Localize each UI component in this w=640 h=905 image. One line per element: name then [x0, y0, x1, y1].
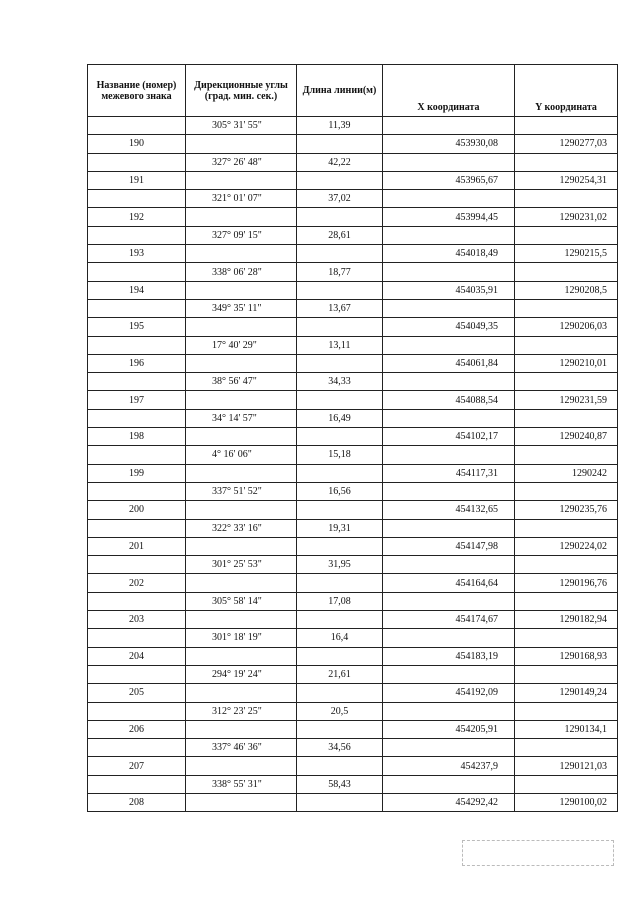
- cell-angle: 301° 25' 53": [186, 556, 297, 574]
- header-x: Х координата: [383, 65, 515, 117]
- cell-y: 1290134,1: [515, 720, 618, 738]
- cell-name: [88, 263, 186, 281]
- table-row: [88, 702, 618, 720]
- cell-x: [383, 190, 515, 208]
- cell-x: [383, 373, 515, 391]
- cell-y: [515, 263, 618, 281]
- cell-y: 1290196,76: [515, 574, 618, 592]
- cell-name: [88, 665, 186, 683]
- cell-length: [297, 757, 383, 775]
- cell-x: 454183,19: [383, 647, 515, 665]
- cell-x: 454192,09: [383, 684, 515, 702]
- cell-length: 15,18: [297, 446, 383, 464]
- cell-angle: 34° 14' 57": [186, 409, 297, 427]
- cell-x: 454237,9: [383, 757, 515, 775]
- table-row: [88, 482, 618, 500]
- cell-length: [297, 318, 383, 336]
- coordinates-table: [87, 64, 618, 812]
- cell-angle: [186, 501, 297, 519]
- cell-angle: 327° 09' 15": [186, 226, 297, 244]
- cell-name: 202: [88, 574, 186, 592]
- cell-y: 1290231,02: [515, 208, 618, 226]
- cell-x: [383, 702, 515, 720]
- cell-name: [88, 299, 186, 317]
- cell-length: [297, 611, 383, 629]
- cell-angle: [186, 684, 297, 702]
- cell-x: 453930,08: [383, 135, 515, 153]
- cell-y: [515, 336, 618, 354]
- cell-length: 34,56: [297, 739, 383, 757]
- cell-x: 454205,91: [383, 720, 515, 738]
- table-row: [88, 665, 618, 683]
- cell-length: 13,67: [297, 299, 383, 317]
- cell-x: 454174,67: [383, 611, 515, 629]
- table-row: [88, 739, 618, 757]
- cell-name: 193: [88, 245, 186, 263]
- cell-length: [297, 537, 383, 555]
- table-row: [88, 446, 618, 464]
- cell-name: [88, 739, 186, 757]
- cell-y: [515, 117, 618, 135]
- cell-y: [515, 446, 618, 464]
- cell-angle: 305° 31' 55": [186, 117, 297, 135]
- table-row: [88, 318, 618, 336]
- cell-name: 191: [88, 171, 186, 189]
- table-row: [88, 793, 618, 811]
- cell-y: 1290210,01: [515, 354, 618, 372]
- cell-y: [515, 739, 618, 757]
- cell-y: 1290224,02: [515, 537, 618, 555]
- cell-y: [515, 226, 618, 244]
- cell-name: 199: [88, 464, 186, 482]
- cell-x: 454164,64: [383, 574, 515, 592]
- table-row: [88, 245, 618, 263]
- cell-name: 196: [88, 354, 186, 372]
- table-row: [88, 501, 618, 519]
- cell-angle: 4° 16' 06": [186, 446, 297, 464]
- cell-length: [297, 428, 383, 446]
- cell-angle: [186, 245, 297, 263]
- cell-y: 1290182,94: [515, 611, 618, 629]
- cell-length: [297, 684, 383, 702]
- cell-length: 21,61: [297, 665, 383, 683]
- cell-name: [88, 629, 186, 647]
- cell-length: 20,5: [297, 702, 383, 720]
- table-row: [88, 757, 618, 775]
- cell-name: [88, 556, 186, 574]
- table-row: [88, 373, 618, 391]
- cell-length: [297, 245, 383, 263]
- table-row: [88, 556, 618, 574]
- cell-angle: [186, 611, 297, 629]
- cell-y: [515, 775, 618, 793]
- cell-x: 454088,54: [383, 391, 515, 409]
- cell-y: 1290100,02: [515, 793, 618, 811]
- cell-name: [88, 592, 186, 610]
- table-row: [88, 354, 618, 372]
- cell-x: [383, 117, 515, 135]
- cell-angle: 338° 06' 28": [186, 263, 297, 281]
- cell-angle: [186, 318, 297, 336]
- cell-length: 17,08: [297, 592, 383, 610]
- cell-name: [88, 519, 186, 537]
- cell-y: 1290121,03: [515, 757, 618, 775]
- cell-x: [383, 299, 515, 317]
- cell-x: [383, 739, 515, 757]
- cell-x: [383, 336, 515, 354]
- cell-y: 1290168,93: [515, 647, 618, 665]
- cell-x: [383, 446, 515, 464]
- cell-x: [383, 226, 515, 244]
- cell-length: [297, 501, 383, 519]
- cell-angle: [186, 281, 297, 299]
- table-row: [88, 537, 618, 555]
- cell-y: [515, 409, 618, 427]
- cell-y: 1290149,24: [515, 684, 618, 702]
- table-row: [88, 208, 618, 226]
- cell-x: 454117,31: [383, 464, 515, 482]
- header-angles: Дирекционные углы (град. мин. сек.): [186, 65, 297, 117]
- cell-name: 200: [88, 501, 186, 519]
- cell-x: 454049,35: [383, 318, 515, 336]
- cell-x: 454147,98: [383, 537, 515, 555]
- cell-length: [297, 793, 383, 811]
- cell-length: 16,56: [297, 482, 383, 500]
- cell-y: [515, 519, 618, 537]
- cell-name: [88, 190, 186, 208]
- cell-y: 1290254,31: [515, 171, 618, 189]
- cell-y: 1290215,5: [515, 245, 618, 263]
- cell-length: [297, 208, 383, 226]
- cell-angle: [186, 720, 297, 738]
- cell-length: [297, 464, 383, 482]
- cell-length: 18,77: [297, 263, 383, 281]
- cell-y: [515, 556, 618, 574]
- cell-y: [515, 629, 618, 647]
- table-row: [88, 281, 618, 299]
- table-row: [88, 153, 618, 171]
- cell-name: [88, 409, 186, 427]
- cell-name: 203: [88, 611, 186, 629]
- stamp-mark: [462, 840, 614, 866]
- cell-length: 16,49: [297, 409, 383, 427]
- cell-angle: [186, 391, 297, 409]
- table-row: [88, 592, 618, 610]
- cell-x: [383, 482, 515, 500]
- table-row: [88, 391, 618, 409]
- cell-name: [88, 482, 186, 500]
- cell-angle: 312° 23' 25": [186, 702, 297, 720]
- cell-x: 454061,84: [383, 354, 515, 372]
- cell-angle: 38° 56' 47": [186, 373, 297, 391]
- table-row: [88, 775, 618, 793]
- cell-angle: 305° 58' 14": [186, 592, 297, 610]
- cell-length: 19,31: [297, 519, 383, 537]
- table-body: [88, 117, 618, 812]
- cell-angle: [186, 171, 297, 189]
- cell-length: 58,43: [297, 775, 383, 793]
- cell-angle: [186, 574, 297, 592]
- cell-length: [297, 354, 383, 372]
- cell-name: 197: [88, 391, 186, 409]
- cell-name: [88, 702, 186, 720]
- cell-x: 454132,65: [383, 501, 515, 519]
- cell-angle: [186, 647, 297, 665]
- cell-name: 201: [88, 537, 186, 555]
- cell-angle: 337° 51' 52": [186, 482, 297, 500]
- cell-name: 198: [88, 428, 186, 446]
- cell-name: [88, 336, 186, 354]
- cell-y: [515, 190, 618, 208]
- cell-x: [383, 263, 515, 281]
- table-row: [88, 574, 618, 592]
- cell-angle: 321° 01' 07": [186, 190, 297, 208]
- cell-angle: 349° 35' 11": [186, 299, 297, 317]
- table-row: [88, 647, 618, 665]
- table-row: [88, 171, 618, 189]
- table-row: [88, 263, 618, 281]
- cell-length: 42,22: [297, 153, 383, 171]
- cell-x: [383, 556, 515, 574]
- cell-angle: [186, 464, 297, 482]
- cell-angle: 327° 26' 48": [186, 153, 297, 171]
- cell-name: [88, 226, 186, 244]
- cell-name: 208: [88, 793, 186, 811]
- cell-length: 28,61: [297, 226, 383, 244]
- cell-y: 1290240,87: [515, 428, 618, 446]
- cell-angle: [186, 354, 297, 372]
- cell-name: 207: [88, 757, 186, 775]
- header-name: Название (номер) межевого знака: [88, 65, 186, 117]
- cell-angle: [186, 793, 297, 811]
- table-row: [88, 720, 618, 738]
- cell-x: [383, 775, 515, 793]
- cell-y: 1290206,03: [515, 318, 618, 336]
- cell-length: [297, 720, 383, 738]
- cell-name: [88, 373, 186, 391]
- table-row: [88, 629, 618, 647]
- cell-angle: 301° 18' 19": [186, 629, 297, 647]
- cell-name: [88, 775, 186, 793]
- cell-y: [515, 153, 618, 171]
- cell-x: 453994,45: [383, 208, 515, 226]
- document-page: [87, 64, 618, 812]
- cell-name: 195: [88, 318, 186, 336]
- cell-angle: 337° 46' 36": [186, 739, 297, 757]
- cell-length: [297, 135, 383, 153]
- table-row: [88, 519, 618, 537]
- table-row: [88, 299, 618, 317]
- cell-x: 453965,67: [383, 171, 515, 189]
- cell-angle: [186, 208, 297, 226]
- table-row: [88, 684, 618, 702]
- header-row: [88, 65, 618, 117]
- cell-length: 13,11: [297, 336, 383, 354]
- cell-name: 190: [88, 135, 186, 153]
- cell-name: 192: [88, 208, 186, 226]
- table-row: [88, 409, 618, 427]
- cell-name: 205: [88, 684, 186, 702]
- cell-x: 454292,42: [383, 793, 515, 811]
- cell-angle: [186, 135, 297, 153]
- cell-y: [515, 482, 618, 500]
- cell-x: 454102,17: [383, 428, 515, 446]
- cell-y: 1290235,76: [515, 501, 618, 519]
- cell-x: 454035,91: [383, 281, 515, 299]
- cell-length: 37,02: [297, 190, 383, 208]
- header-length: Длина линии(м): [297, 65, 383, 117]
- cell-x: [383, 665, 515, 683]
- cell-angle: [186, 428, 297, 446]
- table-row: [88, 611, 618, 629]
- cell-y: [515, 592, 618, 610]
- cell-length: [297, 391, 383, 409]
- cell-length: 11,39: [297, 117, 383, 135]
- cell-angle: 17° 40' 29": [186, 336, 297, 354]
- cell-x: [383, 592, 515, 610]
- table-row: [88, 117, 618, 135]
- cell-length: [297, 281, 383, 299]
- cell-name: 206: [88, 720, 186, 738]
- cell-x: [383, 409, 515, 427]
- cell-angle: [186, 537, 297, 555]
- cell-name: 194: [88, 281, 186, 299]
- table-row: [88, 226, 618, 244]
- cell-length: [297, 171, 383, 189]
- cell-length: [297, 647, 383, 665]
- cell-name: [88, 153, 186, 171]
- cell-name: [88, 446, 186, 464]
- cell-y: [515, 665, 618, 683]
- cell-y: [515, 702, 618, 720]
- cell-name: 204: [88, 647, 186, 665]
- table-row: [88, 336, 618, 354]
- cell-x: [383, 153, 515, 171]
- cell-angle: 338° 55' 31": [186, 775, 297, 793]
- cell-y: 1290208,5: [515, 281, 618, 299]
- cell-x: [383, 519, 515, 537]
- cell-x: [383, 629, 515, 647]
- cell-length: 31,95: [297, 556, 383, 574]
- cell-y: [515, 299, 618, 317]
- table-row: [88, 464, 618, 482]
- cell-y: 1290242: [515, 464, 618, 482]
- table-row: [88, 190, 618, 208]
- header-y: Y координата: [515, 65, 618, 117]
- table-row: [88, 428, 618, 446]
- cell-y: [515, 373, 618, 391]
- cell-length: 34,33: [297, 373, 383, 391]
- cell-length: [297, 574, 383, 592]
- cell-y: 1290231,59: [515, 391, 618, 409]
- cell-length: 16,4: [297, 629, 383, 647]
- cell-name: [88, 117, 186, 135]
- cell-y: 1290277,03: [515, 135, 618, 153]
- cell-angle: 322° 33' 16": [186, 519, 297, 537]
- table-row: [88, 135, 618, 153]
- cell-x: 454018,49: [383, 245, 515, 263]
- cell-angle: [186, 757, 297, 775]
- cell-angle: 294° 19' 24": [186, 665, 297, 683]
